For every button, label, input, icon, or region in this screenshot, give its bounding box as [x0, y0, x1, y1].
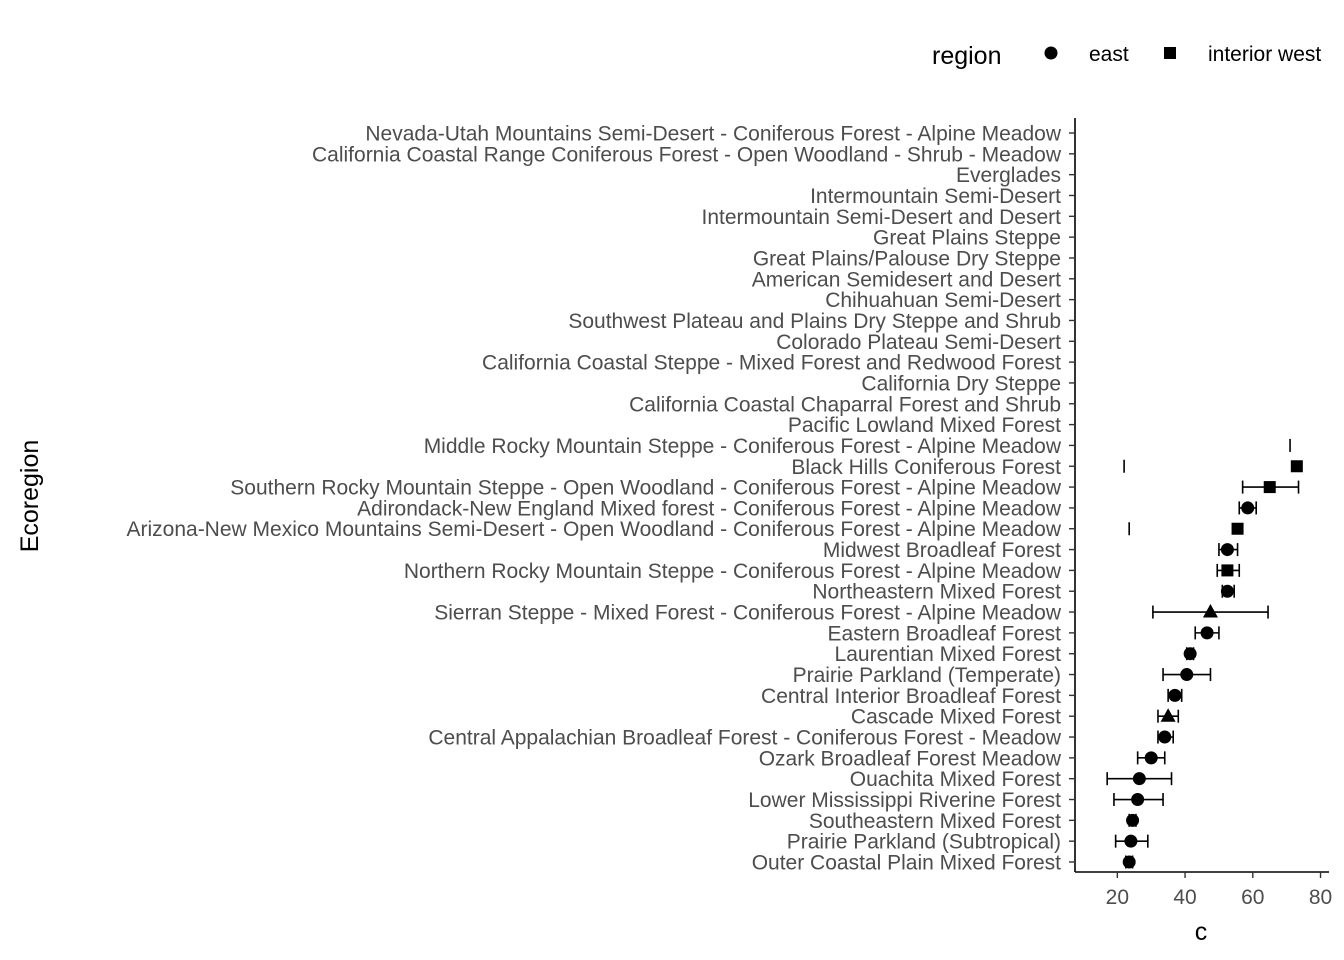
point-outer-coastal-plain-mixed-forest: [1123, 856, 1136, 869]
point-cascade-mixed-forest: [1161, 708, 1176, 722]
y-tick-label-arizona-new-mexico-mountains-semi-desert-open-woodland-coniferous-forest-alpine-meadow: Arizona-New Mexico Mountains Semi-Desert - Open Woodland - Coniferous Forest - Alpine Meadow: [126, 518, 1061, 542]
x-tick-label-20: 20: [1105, 886, 1130, 909]
point-lower-mississippi-riverine-forest: [1131, 793, 1144, 806]
point-laurentian-mixed-forest: [1184, 647, 1197, 660]
y-tick-label-american-semidesert-and-desert: American Semidesert and Desert: [751, 268, 1061, 292]
y-tick-label-sierran-steppe-mixed-forest-coniferous-forest-alpine-meadow: Sierran Steppe - Mixed Forest - Coniferous Forest - Alpine Meadow: [434, 601, 1061, 625]
y-tick-label-black-hills-coniferous-forest: Black Hills Coniferous Forest: [791, 455, 1061, 479]
legend-label-east: east: [1089, 43, 1129, 66]
point-central-appalachian-broadleaf-forest-coniferous-forest-meadow: [1158, 731, 1171, 744]
y-tick-label-laurentian-mixed-forest: Laurentian Mixed Forest: [834, 643, 1061, 667]
y-tick-label-everglades: Everglades: [955, 164, 1061, 188]
y-tick-label-ouachita-mixed-forest: Ouachita Mixed Forest: [849, 768, 1061, 792]
legend-label-interior-west: interior west: [1208, 43, 1322, 66]
point-black-hills-coniferous-forest: [1291, 460, 1303, 472]
y-tick-label-midwest-broadleaf-forest: Midwest Broadleaf Forest: [822, 539, 1061, 563]
point-southeastern-mixed-forest: [1126, 814, 1139, 827]
legend-marker-interior-west: [1164, 47, 1176, 59]
point-southern-rocky-mountain-steppe-open-woodland-coniferous-forest-alpine-meadow: [1264, 481, 1276, 493]
y-tick-label-outer-coastal-plain-mixed-forest: Outer Coastal Plain Mixed Forest: [751, 851, 1061, 875]
y-tick-label-great-plains-steppe: Great Plains Steppe: [873, 226, 1061, 250]
y-tick-label-prairie-parkland-subtropical: Prairie Parkland (Subtropical): [786, 830, 1061, 854]
y-tick-label-central-interior-broadleaf-forest: Central Interior Broadleaf Forest: [761, 684, 1061, 708]
y-tick-label-cascade-mixed-forest: Cascade Mixed Forest: [850, 705, 1061, 729]
x-tick-label-60: 60: [1241, 886, 1265, 909]
y-tick-label-adirondack-new-england-mixed-forest-coniferous-forest-alpine-meadow: Adirondack-New England Mixed forest - Coniferous Forest - Alpine Meadow: [357, 497, 1061, 521]
y-tick-label-california-coastal-range-coniferous-forest-open-woodland-shrub-meadow: California Coastal Range Coniferous Forest - Open Woodland - Shrub - Meadow: [312, 143, 1061, 167]
y-tick-label-northern-rocky-mountain-steppe-coniferous-forest-alpine-meadow: Northern Rocky Mountain Steppe - Coniferous Forest - Alpine Meadow: [403, 559, 1061, 583]
y-axis-title: Ecoregion: [16, 439, 44, 553]
point-prairie-parkland-temperate: [1180, 668, 1193, 681]
data-marks: [1107, 439, 1303, 869]
y-tick-label-california-coastal-steppe-mixed-forest-and-redwood-forest: California Coastal Steppe - Mixed Forest and Redwood Forest: [482, 351, 1061, 375]
y-tick-label-nevada-utah-mountains-semi-desert-coniferous-forest-alpine-meadow: Nevada-Utah Mountains Semi-Desert - Coniferous Forest - Alpine Meadow: [365, 122, 1061, 146]
y-tick-label-eastern-broadleaf-forest: Eastern Broadleaf Forest: [827, 622, 1061, 646]
x-axis-title: c: [1194, 918, 1208, 946]
point-midwest-broadleaf-forest: [1221, 543, 1234, 556]
legend: [932, 42, 1321, 70]
point-northeastern-mixed-forest: [1221, 585, 1234, 598]
y-tick-label-pacific-lowland-mixed-forest: Pacific Lowland Mixed Forest: [787, 414, 1061, 438]
point-central-interior-broadleaf-forest: [1168, 689, 1181, 702]
point-prairie-parkland-subtropical: [1124, 835, 1137, 848]
y-tick-label-chihuahuan-semi-desert: Chihuahuan Semi-Desert: [825, 289, 1061, 313]
y-tick-label-northeastern-mixed-forest: Northeastern Mixed Forest: [812, 580, 1061, 604]
y-tick-label-intermountain-semi-desert: Intermountain Semi-Desert: [810, 184, 1061, 208]
legend-title: region: [932, 42, 1002, 70]
y-tick-label-ozark-broadleaf-forest-meadow: Ozark Broadleaf Forest Meadow: [758, 747, 1061, 771]
axes: [1075, 118, 1329, 872]
y-tick-label-southwest-plateau-and-plains-dry-steppe-and-shrub: Southwest Plateau and Plains Dry Steppe and Shrub: [568, 309, 1061, 333]
y-tick-label-california-coastal-chaparral-forest-and-shrub: California Coastal Chaparral Forest and Shrub: [629, 393, 1061, 417]
point-ozark-broadleaf-forest-meadow: [1145, 751, 1158, 764]
y-tick-label-southern-rocky-mountain-steppe-open-woodland-coniferous-forest-alpine-meadow: Southern Rocky Mountain Steppe - Open Woodland - Coniferous Forest - Alpine Meadow: [230, 476, 1061, 500]
y-tick-label-great-plains-palouse-dry-steppe: Great Plains/Palouse Dry Steppe: [752, 247, 1061, 271]
point-arizona-new-mexico-mountains-semi-desert-open-woodland-coniferous-forest-alpine-meadow: [1232, 523, 1244, 535]
y-tick-label-southeastern-mixed-forest: Southeastern Mixed Forest: [808, 809, 1061, 833]
x-axis-ticks: [1106, 872, 1333, 909]
legend-marker-east: [1045, 47, 1058, 60]
point-sierran-steppe-mixed-forest-coniferous-forest-alpine-meadow: [1203, 604, 1218, 618]
y-tick-label-california-dry-steppe: California Dry Steppe: [861, 372, 1061, 396]
point-adirondack-new-england-mixed-forest-coniferous-forest-alpine-meadow: [1241, 501, 1254, 514]
point-ouachita-mixed-forest: [1133, 772, 1146, 785]
x-tick-label-80: 80: [1308, 886, 1333, 909]
y-tick-label-central-appalachian-broadleaf-forest-coniferous-forest-meadow: Central Appalachian Broadleaf Forest - Coniferous Forest - Meadow: [428, 726, 1061, 750]
y-tick-label-middle-rocky-mountain-steppe-coniferous-forest-alpine-meadow: Middle Rocky Mountain Steppe - Coniferous Forest - Alpine Meadow: [423, 434, 1061, 458]
y-axis-tick-labels: [126, 123, 1075, 875]
y-tick-label-prairie-parkland-temperate: Prairie Parkland (Temperate): [792, 664, 1061, 688]
x-tick-label-40: 40: [1173, 886, 1197, 909]
y-tick-label-lower-mississippi-riverine-forest: Lower Mississippi Riverine Forest: [748, 789, 1061, 813]
point-eastern-broadleaf-forest: [1201, 626, 1214, 639]
y-tick-label-intermountain-semi-desert-and-desert: Intermountain Semi-Desert and Desert: [701, 205, 1061, 229]
point-northern-rocky-mountain-steppe-coniferous-forest-alpine-meadow: [1221, 564, 1233, 576]
y-tick-label-colorado-plateau-semi-desert: Colorado Plateau Semi-Desert: [776, 330, 1061, 354]
